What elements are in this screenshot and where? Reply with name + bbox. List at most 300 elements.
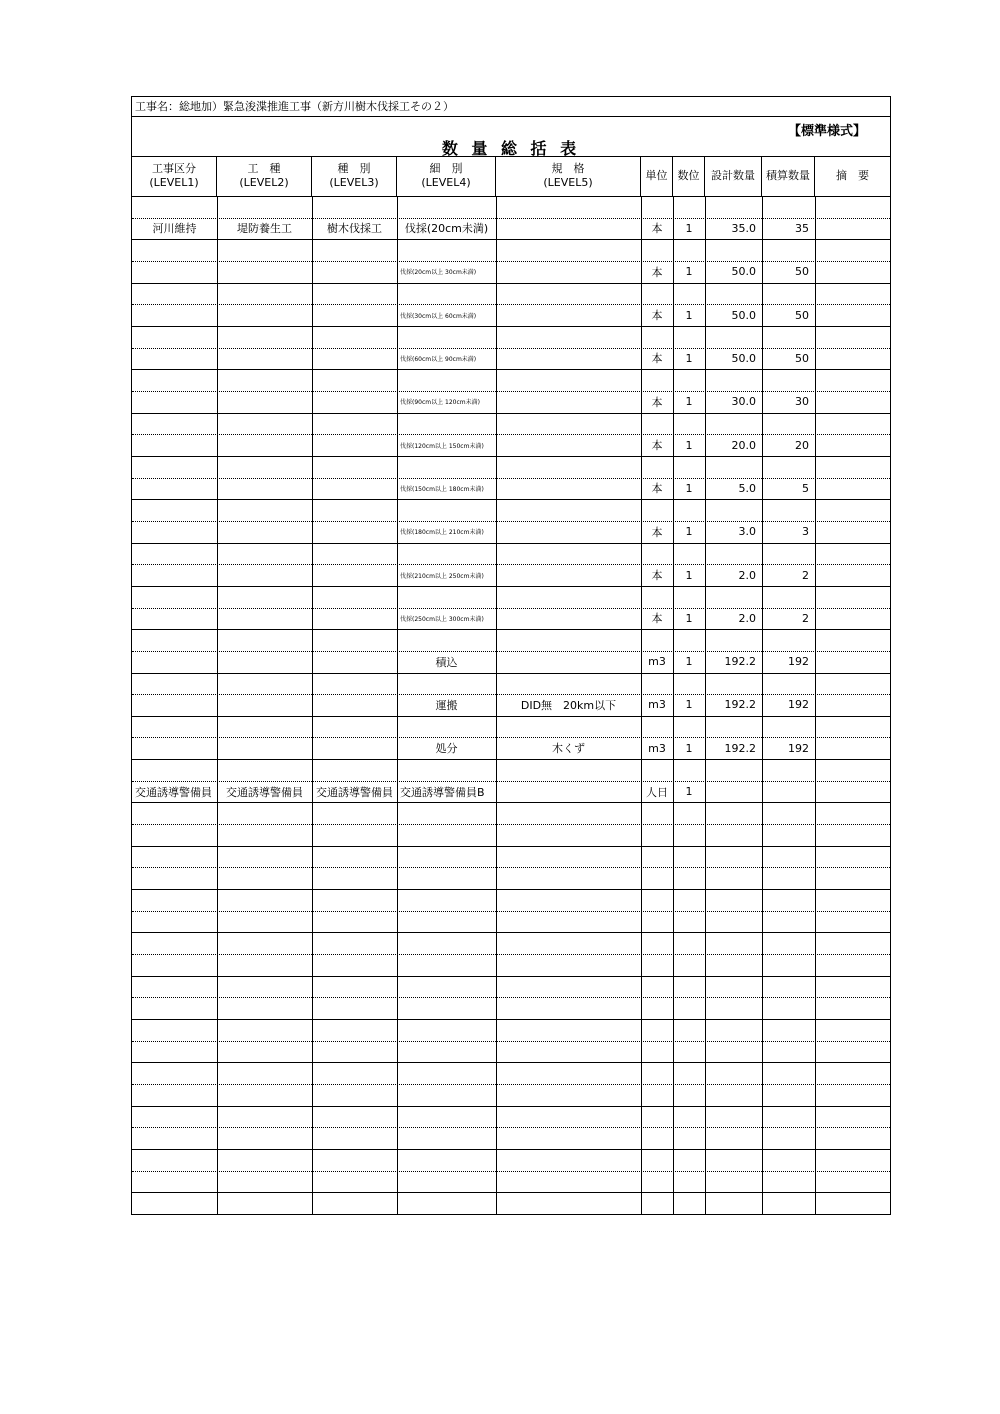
table-row [132,737,890,760]
project-name: 工事名：総地加）緊急浚渫推進工事（新方川樹木伐採工その２） [132,97,890,117]
table-row [132,997,890,1020]
table-row [132,478,890,501]
cell-l2 [217,348,312,370]
cell-remarks [815,846,890,868]
cell-l2 [217,889,312,911]
cell-l5 [496,802,641,824]
cell-design [705,802,762,824]
cell-calc [762,716,815,738]
cell-l5: DID無 20km以下 [520,698,617,712]
cell-l1 [132,478,217,500]
table-row [132,283,890,306]
cell-digits [673,976,705,998]
cell-l4: 伐採(210cm以上 250cm未満) [400,572,484,580]
cell-l5 [496,867,641,889]
cell-l5 [496,564,641,586]
cell-l1 [132,976,217,998]
cell-l2 [217,759,312,781]
cell-remarks [815,1106,890,1128]
cell-l2 [217,1192,312,1214]
header-level2-label: 工 種 [247,162,281,175]
cell-l4: 処分 [435,742,458,756]
cell-l2 [217,521,312,543]
cell-l2 [217,543,312,565]
cell-l4 [397,1106,496,1128]
cell-l5 [496,1192,641,1214]
table-row [132,802,890,825]
cell-calc [762,369,815,391]
cell-unit [641,283,673,305]
cell-l1 [132,391,217,413]
cell-l3 [312,608,397,630]
cell-calc [762,889,815,911]
cell-l3 [312,1084,397,1106]
cell-l5 [496,239,641,261]
cell-digits [673,1084,705,1106]
cell-unit [641,932,673,954]
cell-l2 [217,997,312,1019]
cell-l3 [312,1192,397,1214]
cell-design: 5.0 [738,481,756,495]
header-level4-code: (LEVEL4) [421,176,471,189]
cell-calc [762,456,815,478]
cell-l5 [496,889,641,911]
cell-l5 [496,196,641,218]
table-row [132,1127,890,1150]
cell-l5 [496,261,641,283]
cell-unit [641,759,673,781]
header-digits [673,156,705,196]
table-row [132,1084,890,1107]
cell-l3 [312,1106,397,1128]
cell-l4 [397,976,496,998]
cell-unit [641,1171,673,1193]
cell-l2 [217,802,312,824]
cell-design: 192.2 [724,741,756,755]
cell-l3 [312,1127,397,1149]
cell-remarks [815,673,890,695]
cell-l1 [132,1149,217,1171]
cell-l4 [397,954,496,976]
cell-design [705,781,762,803]
cell-design [705,716,762,738]
cell-l1 [132,456,217,478]
cell-calc [762,543,815,565]
cell-digits: 1 [685,265,693,279]
cell-l5 [496,283,641,305]
cell-l2 [217,413,312,435]
cell-design: 192.2 [724,655,756,669]
cell-l3 [312,867,397,889]
cell-unit [641,1084,673,1106]
table-row [132,846,890,869]
cell-remarks [815,781,890,803]
cell-l1 [132,1171,217,1193]
table-row [132,759,890,782]
cell-l5 [496,673,641,695]
cell-remarks [815,1192,890,1214]
table-row [132,1106,890,1129]
cell-l2 [217,456,312,478]
cell-l2 [217,651,312,673]
table-row [132,499,890,522]
cell-l2 [217,737,312,759]
cell-l3 [312,196,397,218]
table-row [132,543,890,566]
cell-remarks [815,954,890,976]
cell-digits: 1 [685,221,693,235]
cell-remarks [815,1171,890,1193]
header-level5-label: 規 格 [551,162,585,175]
cell-design [705,932,762,954]
cell-l1 [132,521,217,543]
cell-design [705,586,762,608]
cell-calc: 192 [788,741,809,755]
cell-unit: m3 [648,655,666,669]
cell-calc: 30 [795,395,809,409]
table-row [132,564,890,587]
cell-l1 [132,304,217,326]
cell-remarks [815,261,890,283]
cell-l2 [217,1106,312,1128]
cell-unit: 本 [651,439,663,453]
cell-unit: m3 [648,698,666,712]
cell-l4: 伐採(20cm未満) [404,222,489,236]
cell-digits: 1 [685,351,693,365]
cell-digits [673,802,705,824]
cell-l4: 伐採(90cm以上 120cm未満) [400,399,480,407]
cell-design [705,543,762,565]
cell-unit: 本 [651,265,663,279]
table-row [132,456,890,479]
table-row [132,434,890,457]
cell-digits: 1 [685,525,693,539]
cell-l5 [496,629,641,651]
header-digits-label: 数位 [677,169,700,182]
cell-l4: 伐採(60cm以上 90cm未満) [400,355,477,363]
cell-design [705,283,762,305]
cell-l5 [496,369,641,391]
cell-remarks [815,1084,890,1106]
cell-l1 [132,564,217,586]
cell-design: 3.0 [738,525,756,539]
cell-design [705,629,762,651]
cell-remarks [815,413,890,435]
cell-unit [641,976,673,998]
cell-unit [641,911,673,933]
cell-l3 [312,1171,397,1193]
cell-l1 [132,434,217,456]
cell-l4: 伐採(150cm以上 180cm未満) [400,485,484,493]
table-row [132,348,890,371]
cell-digits: 1 [685,655,693,669]
cell-calc [762,1192,815,1214]
header-design-qty [705,156,762,196]
cell-l1 [132,694,217,716]
cell-l3 [312,716,397,738]
cell-l3 [312,543,397,565]
cell-remarks [815,976,890,998]
cell-l3 [312,1019,397,1041]
cell-l3 [312,629,397,651]
cell-l1 [132,673,217,695]
cell-calc [762,1171,815,1193]
cell-unit: 本 [651,612,663,626]
cell-l1 [132,283,217,305]
quantity-summary-sheet [131,96,891,1215]
cell-l5 [496,932,641,954]
table-row [132,694,890,717]
cell-l5 [496,304,641,326]
cell-l2 [217,976,312,998]
cell-design [705,846,762,868]
cell-design: 20.0 [731,438,756,452]
header-level2-code: (LEVEL2) [239,176,289,189]
header-level3-code: (LEVEL3) [329,176,379,189]
cell-digits [673,196,705,218]
cell-unit [641,673,673,695]
cell-l5 [496,1062,641,1084]
cell-l3: 交通誘導警備員 [316,785,393,799]
cell-design [705,1171,762,1193]
cell-design [705,1149,762,1171]
cell-l5 [496,218,641,240]
cell-digits [673,586,705,608]
cell-unit [641,413,673,435]
cell-l4 [397,824,496,846]
cell-l2 [217,673,312,695]
cell-digits: 1 [685,438,693,452]
cell-unit: m3 [648,741,666,755]
cell-digits [673,1062,705,1084]
cell-design [705,954,762,976]
cell-l5 [496,1106,641,1128]
cell-l2 [217,694,312,716]
cell-unit [641,867,673,889]
cell-digits [673,846,705,868]
cell-l1 [132,846,217,868]
table-row [132,261,890,284]
cell-l5 [496,1041,641,1063]
cell-l1 [132,1106,217,1128]
cell-l5 [496,1084,641,1106]
cell-remarks [815,824,890,846]
cell-l1 [132,261,217,283]
cell-digits: 1 [685,308,693,322]
cell-design: 50.0 [731,351,756,365]
table-row [132,824,890,847]
cell-l4: 伐採(120cm以上 150cm未満) [400,442,484,450]
cell-l4 [397,326,496,348]
cell-remarks [815,326,890,348]
cell-remarks [815,802,890,824]
cell-l4 [397,586,496,608]
cell-l2 [217,867,312,889]
cell-digits [673,1127,705,1149]
cell-design: 30.0 [731,395,756,409]
cell-calc [762,846,815,868]
cell-l3 [312,391,397,413]
header-level1-label: 工事区分 [152,162,196,175]
cell-l2 [217,1127,312,1149]
cell-l2: 堤防養生工 [237,222,292,236]
cell-calc: 20 [795,438,809,452]
header-calc-qty [762,156,815,196]
cell-l3 [312,673,397,695]
cell-l1 [132,867,217,889]
cell-l1 [132,369,217,391]
cell-l2 [217,564,312,586]
header-calc-qty-label: 積算数量 [766,169,810,182]
cell-calc [762,1019,815,1041]
cell-l2 [217,629,312,651]
cell-l4 [397,867,496,889]
cell-calc [762,911,815,933]
cell-remarks [815,651,890,673]
cell-l3 [312,1041,397,1063]
cell-l5 [496,391,641,413]
cell-l3 [312,846,397,868]
cell-calc [762,954,815,976]
cell-l2 [217,1149,312,1171]
table-row [132,304,890,327]
cell-unit [641,456,673,478]
cell-digits [673,456,705,478]
cell-unit [641,586,673,608]
cell-design: 50.0 [731,308,756,322]
cell-l3 [312,694,397,716]
header-remarks [815,156,890,196]
cell-unit [641,499,673,521]
cell-l1 [132,911,217,933]
cell-calc [762,1084,815,1106]
cell-remarks [815,608,890,630]
cell-l2: 交通誘導警備員 [226,785,303,799]
cell-l5 [496,586,641,608]
cell-remarks [815,889,890,911]
cell-l3 [312,304,397,326]
cell-l1 [132,824,217,846]
cell-design [705,1019,762,1041]
cell-remarks [815,391,890,413]
cell-l5 [496,521,641,543]
cell-l5 [496,846,641,868]
cell-l5 [496,781,641,803]
cell-l4 [397,1041,496,1063]
cell-l1 [132,932,217,954]
cell-l1 [132,326,217,348]
cell-design: 2.0 [738,568,756,582]
cell-l1 [132,759,217,781]
cell-design: 50.0 [731,265,756,279]
cell-remarks [815,543,890,565]
cell-calc: 5 [802,481,809,495]
cell-l4 [397,932,496,954]
cell-calc: 2 [802,611,809,625]
cell-l4 [397,1062,496,1084]
cell-l4 [397,1192,496,1214]
cell-digits [673,239,705,261]
cell-l4 [397,499,496,521]
cell-remarks [815,434,890,456]
cell-digits [673,369,705,391]
cell-l5 [496,1149,641,1171]
cell-l4 [397,1019,496,1041]
cell-unit [641,629,673,651]
cell-digits [673,911,705,933]
cell-l1: 交通誘導警備員 [135,785,212,799]
cell-l4 [397,456,496,478]
cell-l3 [312,824,397,846]
cell-l3 [312,1149,397,1171]
cell-remarks [815,564,890,586]
cell-l3 [312,954,397,976]
cell-l1 [132,1062,217,1084]
cell-unit [641,997,673,1019]
cell-calc [762,867,815,889]
cell-unit [641,954,673,976]
cell-remarks [815,932,890,954]
cell-digits [673,629,705,651]
cell-l5 [496,434,641,456]
cell-l2 [217,304,312,326]
cell-remarks [815,304,890,326]
cell-calc: 50 [795,308,809,322]
cell-l1 [132,737,217,759]
cell-l2 [217,846,312,868]
cell-remarks [815,218,890,240]
cell-design [705,499,762,521]
cell-calc [762,781,815,803]
cell-unit [641,1192,673,1214]
cell-l4: 運搬 [435,698,458,712]
cell-l3 [312,1062,397,1084]
cell-l4: 伐採(20cm以上 30cm未満) [400,269,477,277]
cell-l4: 積込 [435,655,458,669]
cell-l5 [496,456,641,478]
cell-calc [762,802,815,824]
cell-l3 [312,932,397,954]
table-body [132,196,890,1214]
cell-calc [762,824,815,846]
cell-l2 [217,261,312,283]
cell-design: 2.0 [738,611,756,625]
cell-l3 [312,369,397,391]
cell-calc: 35 [795,221,809,235]
cell-remarks [815,629,890,651]
table-row [132,889,890,912]
cell-l4 [397,997,496,1019]
header-level1 [132,156,217,196]
cell-unit [641,1149,673,1171]
cell-l5 [496,499,641,521]
cell-l3 [312,283,397,305]
cell-l2 [217,239,312,261]
cell-l2 [217,283,312,305]
cell-l3 [312,737,397,759]
cell-remarks [815,759,890,781]
cell-unit: 本 [651,395,663,409]
cell-digits [673,997,705,1019]
cell-l1 [132,1127,217,1149]
cell-calc: 50 [795,351,809,365]
header-unit-label: 単位 [645,169,668,182]
cell-l5 [496,911,641,933]
cell-unit [641,802,673,824]
cell-calc [762,413,815,435]
table-row [132,781,890,804]
cell-digits: 1 [685,611,693,625]
